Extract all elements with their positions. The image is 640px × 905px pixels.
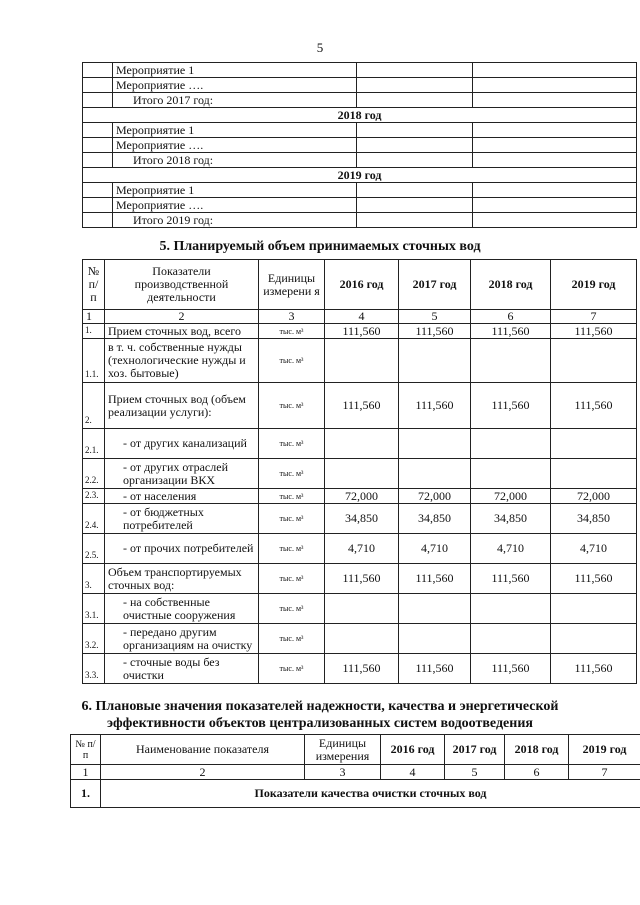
value-cell: 111,560: [399, 564, 471, 594]
indicator-name: - на собственные очистные сооружения: [105, 594, 259, 624]
row-number: 3.2.: [83, 624, 105, 654]
row-number: 3.1.: [83, 594, 105, 624]
indicator-name: - передано другим организациям на очистку: [105, 624, 259, 654]
value-cell: 111,560: [325, 654, 399, 684]
row-number: 2.2.: [83, 459, 105, 489]
value-cell: [325, 459, 399, 489]
unit-cell: тыс. м³: [259, 339, 325, 383]
row-number: 2.4.: [83, 504, 105, 534]
event-cell: Мероприятие ….: [113, 198, 357, 213]
value-cell: [551, 459, 637, 489]
value-cell: 111,560: [471, 654, 551, 684]
value-cell: 72,000: [471, 489, 551, 504]
header-row: № п/ п Показатели производственной деятельности Единицы измерени я 2016 год 2017 год 2018 год 2019 год: [83, 260, 637, 310]
section-row: 1. Показатели качества очистки сточных вод: [71, 780, 640, 808]
value-cell: 111,560: [551, 383, 637, 429]
value-cell: 111,560: [551, 324, 637, 339]
table-row: [83, 504, 637, 534]
unit-cell: тыс. м³: [259, 594, 325, 624]
section5-title: 5. Планируемый объем принимаемых сточных вод: [159, 239, 481, 254]
row-number: 2.1.: [83, 429, 105, 459]
value-cell: 4,710: [551, 534, 637, 564]
value-cell: [399, 624, 471, 654]
row-number: 2.: [83, 383, 105, 429]
row-number: 1.: [83, 324, 105, 339]
event-cell: Мероприятие ….: [113, 78, 357, 93]
value-cell: [551, 429, 637, 459]
table-row: [83, 123, 637, 138]
event-cell: Мероприятие 1: [113, 183, 357, 198]
unit-cell: тыс. м³: [259, 489, 325, 504]
value-cell: [325, 594, 399, 624]
value-cell: 72,000: [399, 489, 471, 504]
indicator-name: Прием сточных вод (объем реализации услуги):: [105, 383, 259, 429]
section6-title: 6. Плановые значения показателей надежности, качества и энергетической эффективности объектов централизованных систем водоотведения: [81, 699, 559, 731]
table-row: [83, 63, 637, 78]
unit-cell: тыс. м³: [259, 654, 325, 684]
total-cell: Итого 2018 год:: [113, 153, 357, 168]
table-row: [83, 153, 637, 168]
table-row: [83, 594, 637, 624]
unit-cell: тыс. м³: [259, 564, 325, 594]
value-cell: 4,710: [399, 534, 471, 564]
column-numbers-row: 1 2 3 4 5 6 7: [83, 310, 637, 324]
indicator-name: - сточные воды без очистки: [105, 654, 259, 684]
table-row: [83, 339, 637, 383]
table-row: [83, 183, 637, 198]
row-number: 3.3.: [83, 654, 105, 684]
indicator-name: - от бюджетных потребителей: [105, 504, 259, 534]
value-cell: [551, 339, 637, 383]
indicator-name: - от населения: [105, 489, 259, 504]
value-cell: 111,560: [325, 564, 399, 594]
indicator-name: - от других отраслей организации ВКХ: [105, 459, 259, 489]
value-cell: 111,560: [399, 383, 471, 429]
header-row: № п/п Наименование показателя Единицы измерения 2016 год 2017 год 2018 год 2019 год: [71, 735, 640, 765]
unit-cell: тыс. м³: [259, 534, 325, 564]
value-cell: [399, 429, 471, 459]
row-number: 3.: [83, 564, 105, 594]
table-row: [83, 324, 637, 339]
table-row: [83, 93, 637, 108]
column-numbers-row: 1 2 3 4 5 6 7: [71, 765, 640, 780]
table-row: [83, 489, 637, 504]
value-cell: [471, 594, 551, 624]
unit-cell: тыс. м³: [259, 504, 325, 534]
value-cell: [325, 339, 399, 383]
table-row: [83, 654, 637, 684]
value-cell: [325, 429, 399, 459]
unit-cell: тыс. м³: [259, 429, 325, 459]
value-cell: 111,560: [325, 383, 399, 429]
value-cell: 111,560: [471, 564, 551, 594]
unit-cell: тыс. м³: [259, 624, 325, 654]
table-row: [83, 534, 637, 564]
row-number: 1.1.: [83, 339, 105, 383]
value-cell: 34,850: [551, 504, 637, 534]
value-cell: 72,000: [325, 489, 399, 504]
indicator-name: Прием сточных вод, всего: [105, 324, 259, 339]
table-row: [83, 564, 637, 594]
value-cell: 111,560: [551, 564, 637, 594]
table-row: [83, 198, 637, 213]
table-row: [83, 624, 637, 654]
year-row: 2018 год: [83, 108, 637, 123]
value-cell: 4,710: [471, 534, 551, 564]
value-cell: [471, 339, 551, 383]
value-cell: 111,560: [325, 324, 399, 339]
value-cell: 34,850: [325, 504, 399, 534]
value-cell: [551, 624, 637, 654]
value-cell: [399, 459, 471, 489]
table-row: [83, 429, 637, 459]
table-row: [83, 78, 637, 93]
reliability-indicators-table: [70, 734, 640, 808]
table-row: [83, 138, 637, 153]
value-cell: 111,560: [471, 383, 551, 429]
wastewater-volume-table: [82, 259, 637, 684]
total-cell: Итого 2019 год:: [113, 213, 357, 228]
page-number: 5: [316, 40, 324, 55]
table-row: [83, 383, 637, 429]
year-row: 2019 год: [83, 168, 637, 183]
unit-cell: тыс. м³: [259, 459, 325, 489]
table-row: [83, 459, 637, 489]
value-cell: 34,850: [471, 504, 551, 534]
total-cell: Итого 2017 год:: [113, 93, 357, 108]
value-cell: [325, 624, 399, 654]
value-cell: [471, 429, 551, 459]
event-cell: Мероприятие 1: [113, 123, 357, 138]
table-row: [83, 213, 637, 228]
value-cell: 111,560: [471, 324, 551, 339]
events-table: [82, 62, 637, 228]
value-cell: 111,560: [399, 324, 471, 339]
value-cell: [471, 624, 551, 654]
value-cell: 34,850: [399, 504, 471, 534]
value-cell: [399, 594, 471, 624]
event-cell: Мероприятие ….: [113, 138, 357, 153]
value-cell: 111,560: [399, 654, 471, 684]
value-cell: 72,000: [551, 489, 637, 504]
unit-cell: тыс. м³: [259, 383, 325, 429]
indicator-name: - от других канализаций: [105, 429, 259, 459]
indicator-name: в т. ч. собственные нужды (технологические нужды и хоз. бытовые): [105, 339, 259, 383]
value-cell: 111,560: [551, 654, 637, 684]
indicator-name: - от прочих потребителей: [105, 534, 259, 564]
event-cell: Мероприятие 1: [113, 63, 357, 78]
row-number: 2.3.: [83, 489, 105, 504]
indicator-name: Объем транспортируемых сточных вод:: [105, 564, 259, 594]
value-cell: [551, 594, 637, 624]
value-cell: [399, 339, 471, 383]
unit-cell: тыс. м³: [259, 324, 325, 339]
row-number: 2.5.: [83, 534, 105, 564]
value-cell: [471, 459, 551, 489]
value-cell: 4,710: [325, 534, 399, 564]
